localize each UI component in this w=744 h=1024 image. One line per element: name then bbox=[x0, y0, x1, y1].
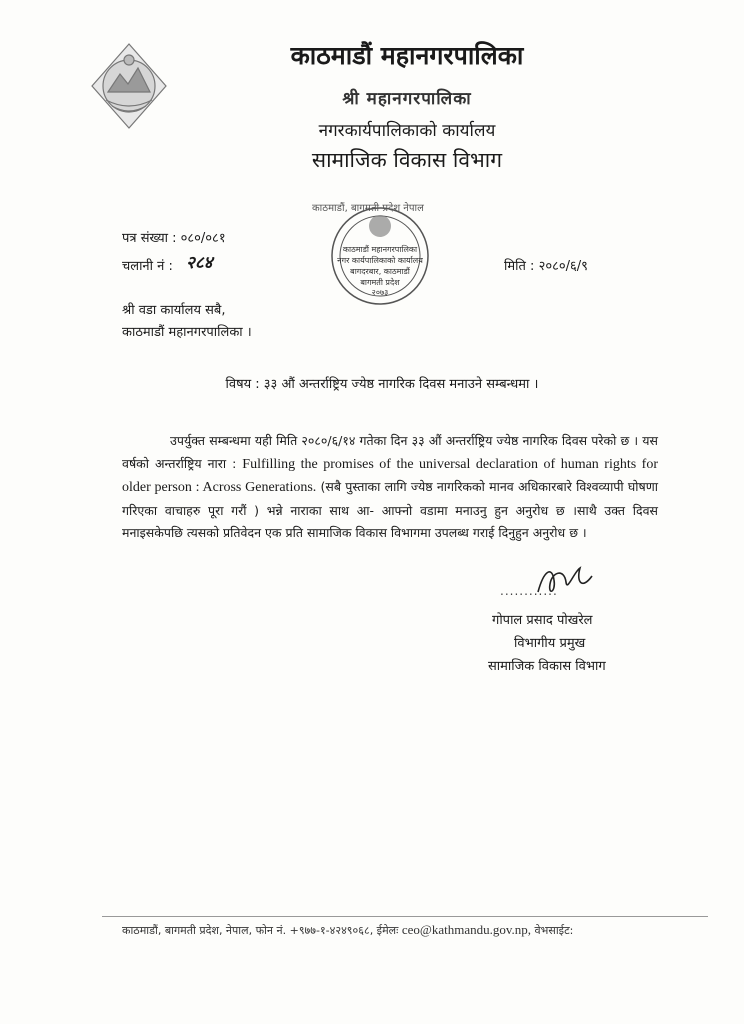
department-name: सामाजिक विकास विभाग bbox=[311, 148, 503, 172]
recipient-line-2: काठमाडौं महानगरपालिका । bbox=[122, 325, 252, 340]
signatory-title: विभागीय प्रमुख bbox=[514, 636, 586, 651]
organization-title: काठमाडौं महानगरपालिका bbox=[290, 41, 524, 70]
signatory-name: गोपाल प्रसाद पोखरेल bbox=[492, 613, 593, 628]
letter-body bbox=[122, 430, 658, 545]
reference-number: पत्र संख्या : ०८०/०८१ bbox=[122, 231, 226, 246]
organization-subtitle: श्री महानगरपालिका bbox=[342, 89, 472, 109]
stamp-line-5: २०७३ bbox=[371, 288, 389, 297]
letter-date: मिति : २०८०/६/९ bbox=[504, 259, 588, 274]
office-name: नगरकार्यपालिकाको कार्यालय bbox=[318, 121, 496, 141]
recipient-line-1: श्री वडा कार्यालय सबै, bbox=[122, 303, 226, 318]
letter-subject: विषय : ३३ औं अन्तर्राष्ट्रिय ज्येष्ठ नागरिक दिवस मनाउने सम्बन्धमा । bbox=[225, 377, 539, 392]
stamp-top-text: काठमाडौं, बागमती प्रदेश नेपाल bbox=[312, 203, 424, 214]
footer-address: काठमाडौं, बागमती प्रदेश, नेपाल, फोन नं. +९७७-१-४२४९०६८, ईमेलः bbox=[122, 924, 402, 937]
body-slogan-english: Fulfilling the promises of the universal declaration of human rights for older person : Across Generations. bbox=[122, 456, 658, 495]
signatory-department: सामाजिक विकास विभाग bbox=[488, 659, 606, 674]
official-stamp bbox=[310, 196, 450, 316]
dispatch-label: चलानी नं : bbox=[122, 259, 173, 274]
footer-email: ceo@kathmandu.gov.np, bbox=[401, 922, 532, 937]
footer-contact bbox=[122, 922, 573, 938]
footer-divider bbox=[102, 916, 708, 917]
footer-website-label: वेभसाईट: bbox=[531, 924, 574, 937]
stamp-line-4: बागमती प्रदेश bbox=[360, 278, 400, 287]
stamp-line-1: काठमाडौं महानगरपालिका bbox=[342, 245, 418, 254]
body-part-2: (सबै पुस्ताका लागि ज्येष्ठ नागरिकको मानव अधिकारबारे विश्वव्यापी घोषणा गरिएका वाचाहरु पूरा गरौं ) भन्ने नाराका साथ आ- आफ्नो वडामा मनाउनु हुन अनुरोध छ ।साथै उक्त दिवस मनाइसकेपछि त्यसको प्रतिवेदन एक प्रति सामाजिक विकास विभागमा उपलब्ध गराई दिनुहुन अनुरोध छ । bbox=[122, 479, 659, 540]
stamp-line-3: बागदरबार, काठमाडौं bbox=[350, 267, 410, 276]
stamp-line-2: नगर कार्यपालिकाको कार्यालय bbox=[337, 256, 423, 265]
dispatch-number: २८४ bbox=[186, 253, 213, 273]
body-part-1: उपर्युक्त सम्बन्धमा यही मिति २०८०/६/१४ गतेका दिन ३३ औं अन्तर्राष्ट्रिय ज्येष्ठ नागरिक दिवस परेको छ । यस वर्षको अन्तर्राष्ट्रिय नारा : bbox=[122, 433, 658, 471]
signature-line: ............ bbox=[500, 584, 558, 598]
